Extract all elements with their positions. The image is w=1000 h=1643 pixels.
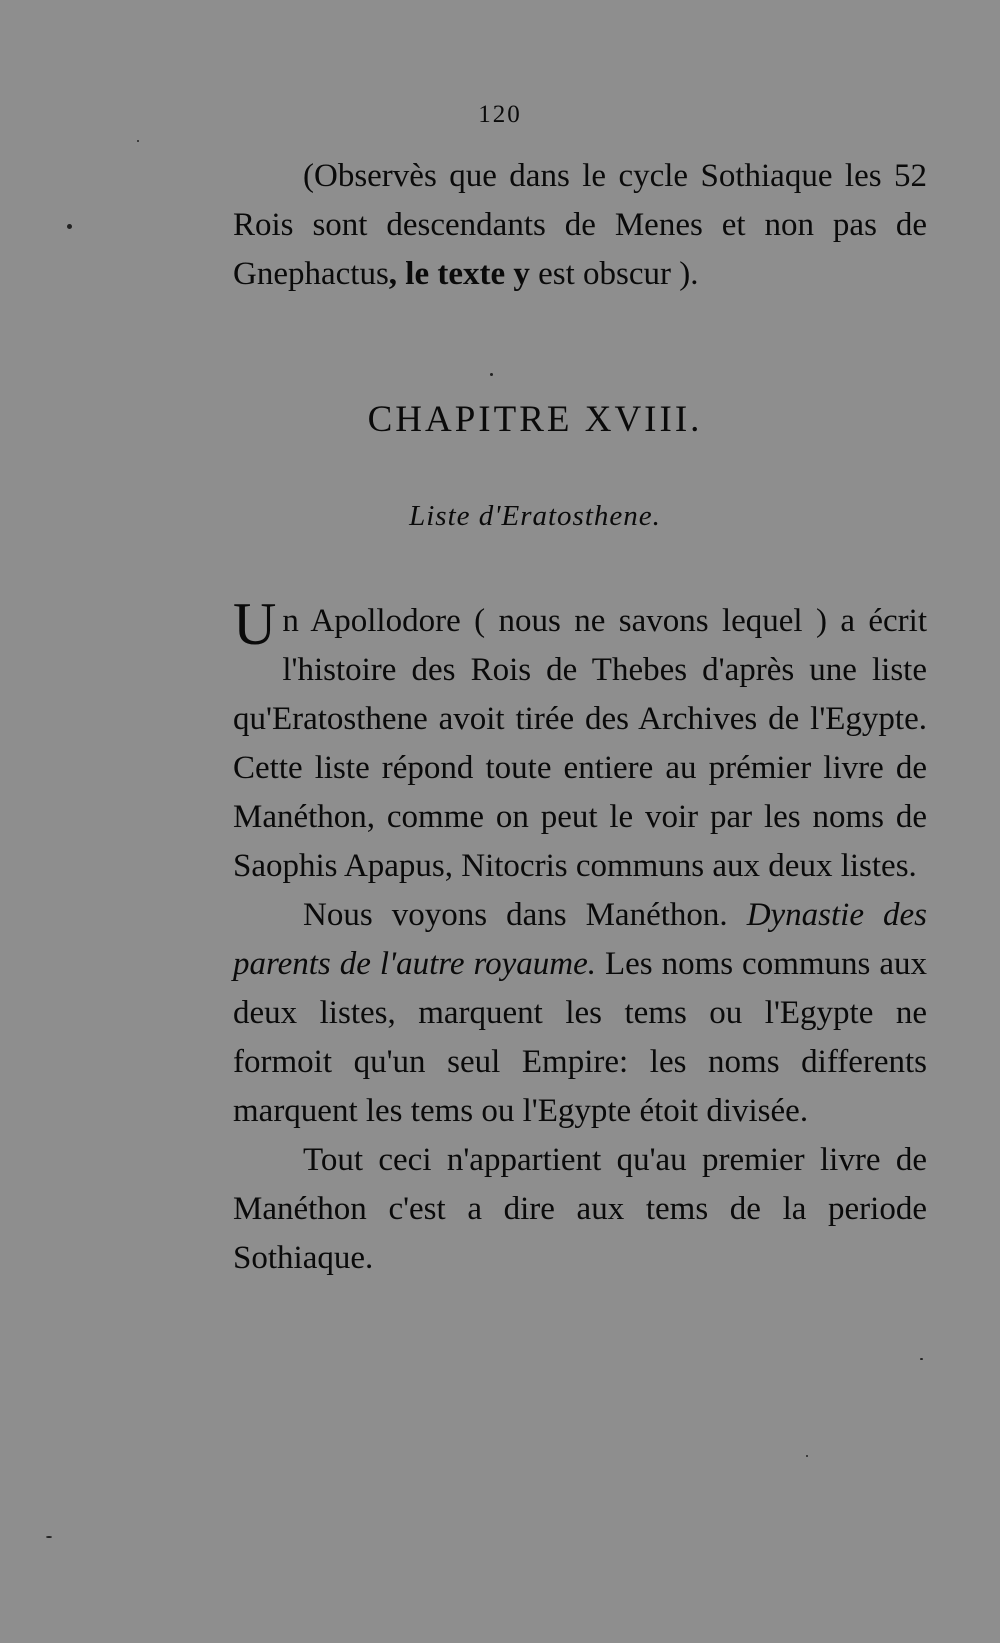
scan-speck [137,140,139,142]
intro-text-start: (Observès que dans le cycle Sothiaque les 52 Rois sont descendants de Menes et non pas de Gnephactus [233,158,927,292]
intro-bold-text: , le texte y [388,256,530,292]
paragraph-2 [233,891,927,1136]
scan-speck [490,373,493,376]
drop-cap: U [233,591,277,657]
scan-speck [67,224,72,229]
scan-speck [806,1455,808,1457]
chapter-title: CHAPITRE XVIII. [367,399,703,440]
intro-text-end: est obscur ). [529,256,699,292]
paragraph-3-text: Tout ceci n'appartient qu'au premier livre de Manéthon c'est a dire aux tems de la periode Sothiaque. [233,1142,927,1276]
intro-paragraph [233,152,927,299]
paragraph-2-text-end: Les noms communs aux deux listes, marquent les tems ou l'Egypte ne formoit qu'un seul Empire: les noms differents marquent les tems ou l'Egypte étoit divisée. [233,946,927,1129]
paragraph-1 [233,591,927,891]
page-number: 120 [478,101,522,128]
paragraph-2-italic: Dynastie des parents de l'autre royaume. [233,897,928,982]
main-text [233,591,928,1283]
chapter-subtitle: Liste d'Eratosthene. [409,500,661,532]
paragraph-3 [233,1136,927,1283]
scan-speck [920,1358,923,1360]
paragraph-1-text: n Apollodore ( nous ne savons lequel ) a écrit l'histoire des Rois de Thebes d'après une liste qu'Eratosthene avoit tirée des Archives de l'Egypte. Cette liste répond toute entiere au prémier livre de Manéthon, comme on peut le voir par les noms de Saophis Apapus, Nitocris communs aux deux listes. [233,603,927,884]
paragraph-2-text-start: Nous voyons dans Manéthon. [303,897,747,933]
scan-speck [46,1536,52,1538]
